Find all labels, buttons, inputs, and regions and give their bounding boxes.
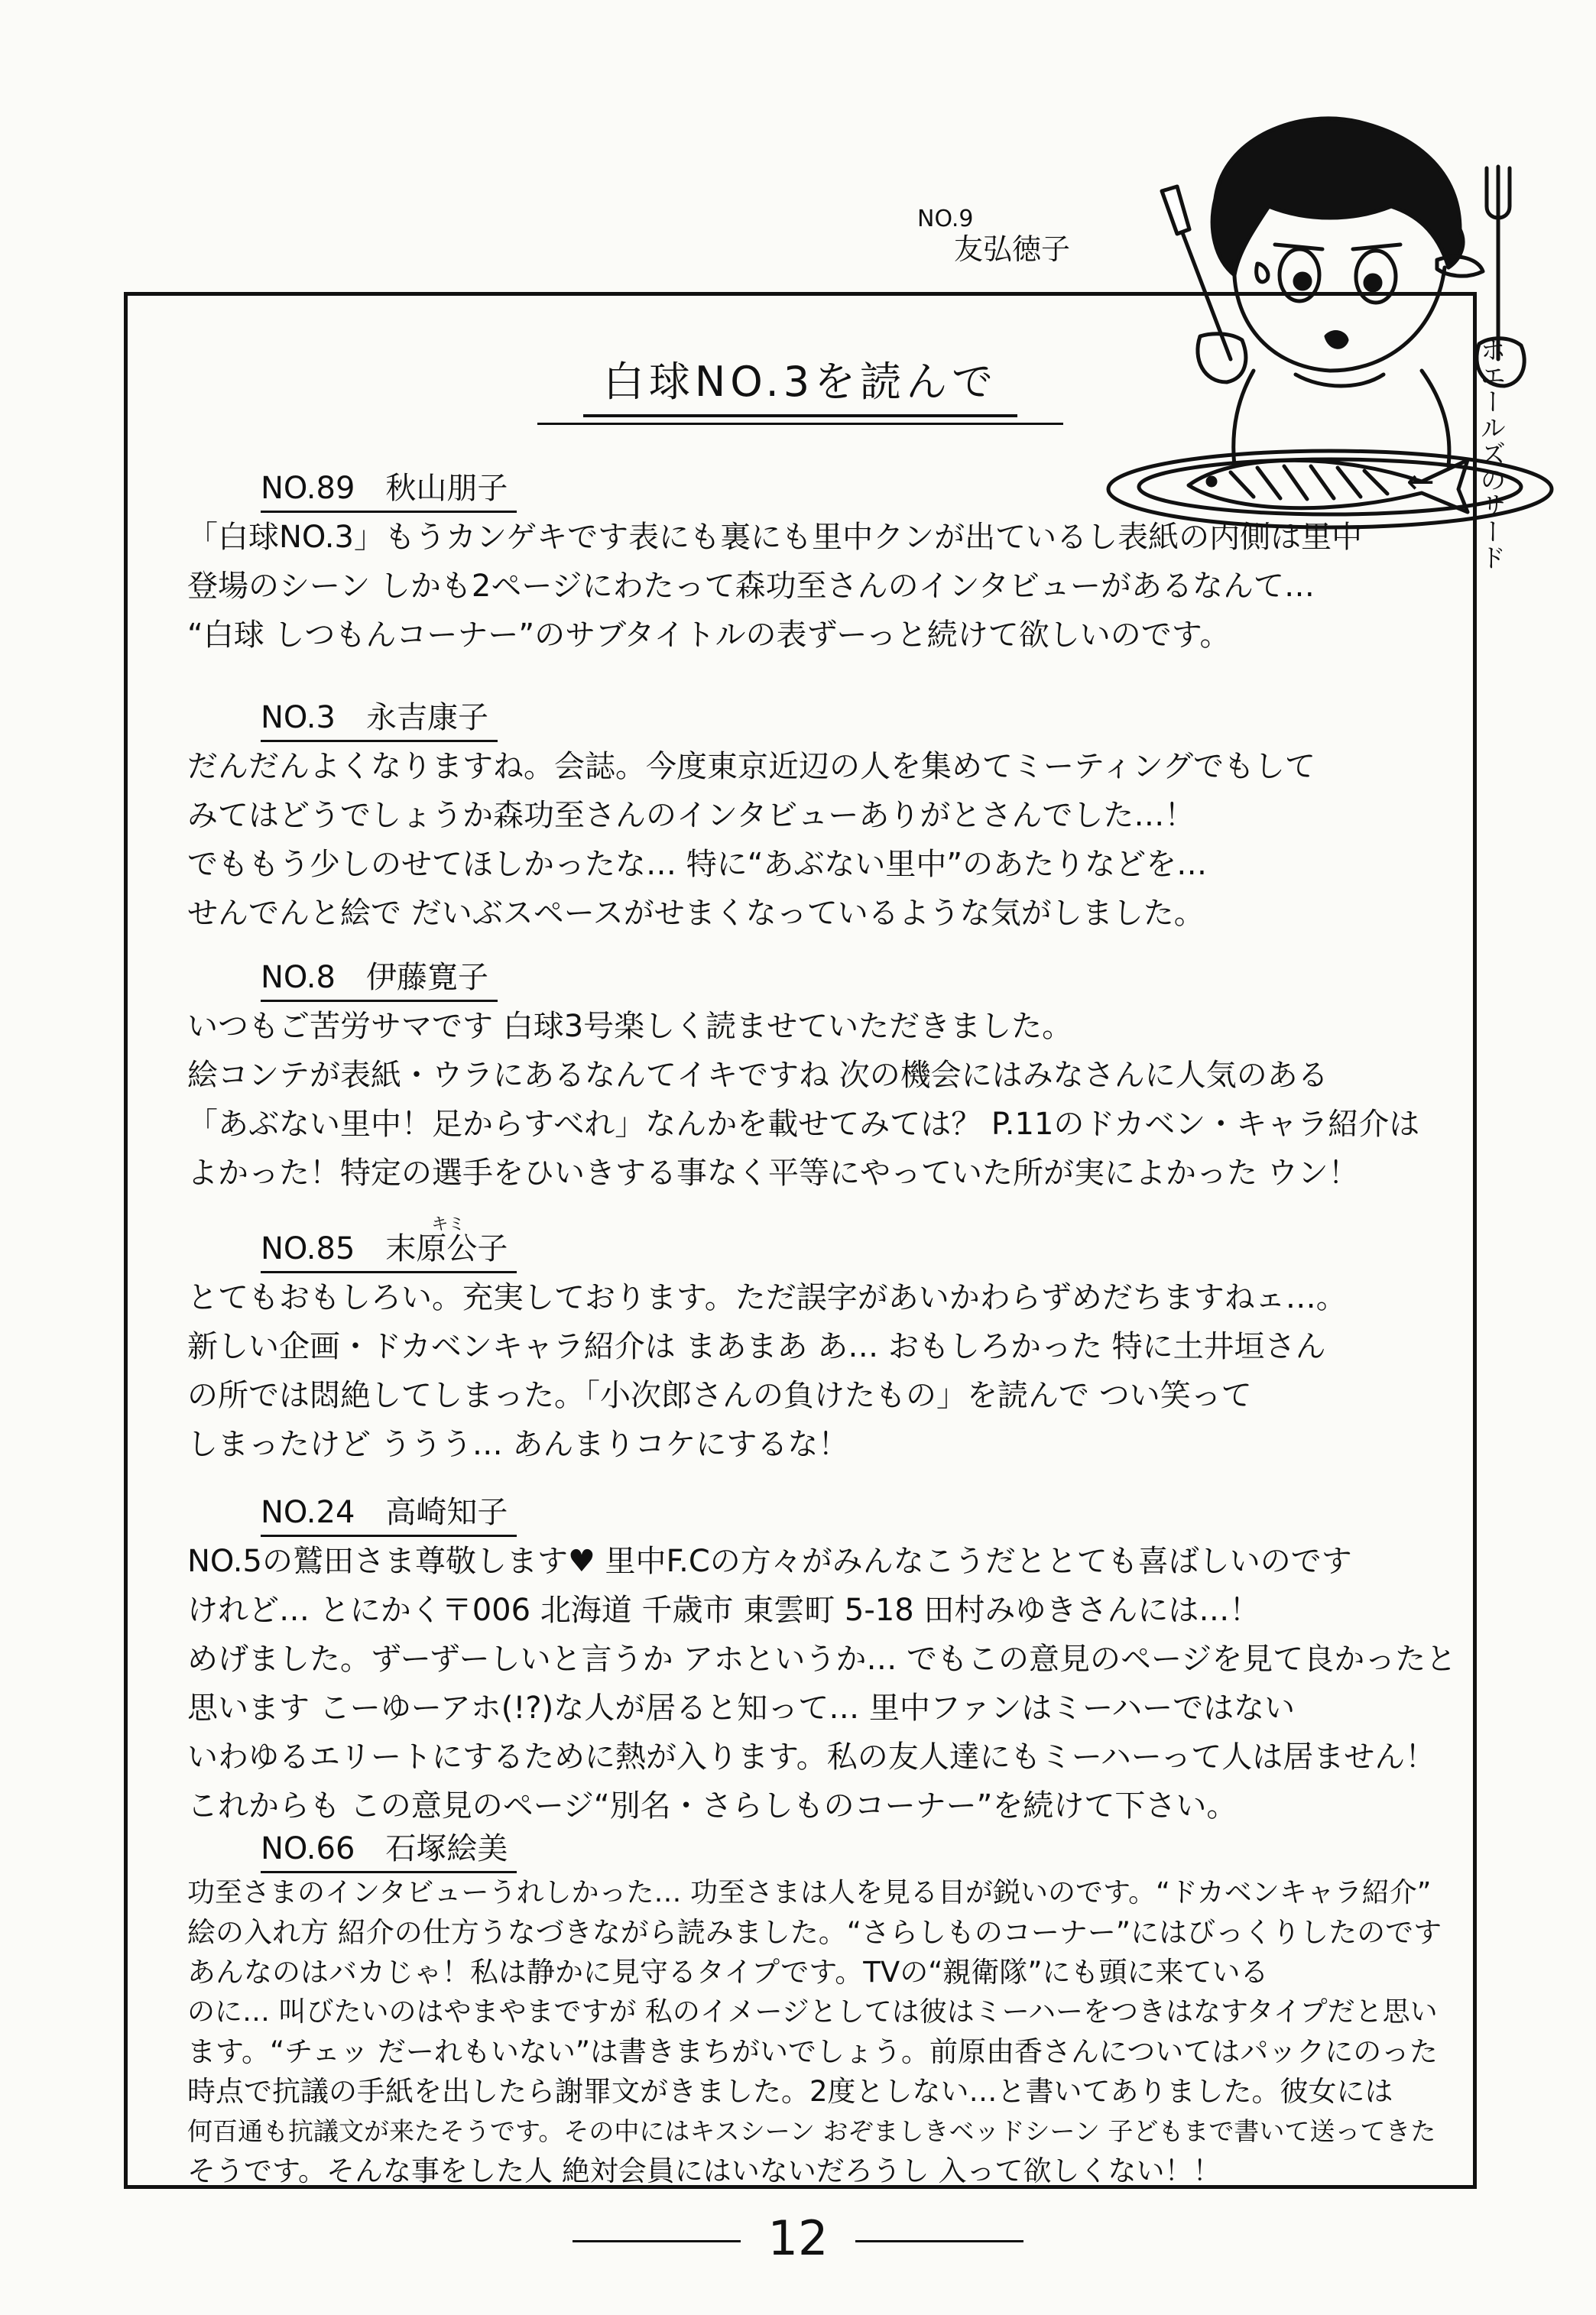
letter-line: 「白球NO.3」もうカンゲキです表にも裏にも里中クンが出ているし表紙の内側は里中 <box>187 520 1363 555</box>
page-number: 12 <box>767 2210 829 2266</box>
letter-entry <box>187 464 1456 660</box>
letter-header <box>261 1488 517 1537</box>
letter-line: みてはどうでしょうか森功至さんのインタビューありがとさんでした…！ <box>187 798 1195 833</box>
member-name: 永吉康子 <box>365 700 488 735</box>
letter-line: とてもおもしろい。充実しております。ただ誤字があいかわらずめだちますねェ…。 <box>187 1280 1347 1315</box>
member-name: 末原公子 <box>385 1231 508 1266</box>
letter-line: でももう少しのせてほしかったな… 特に“あぶない里中”のあたりなどを… <box>187 847 1208 882</box>
letter-line: のに… 叫びたいのはやまやまですが 私のイメージとしては彼はミーハーをつきはなすタイプだと思い <box>187 1996 1438 2028</box>
member-name: 高崎知子 <box>385 1495 508 1530</box>
letter-entry <box>187 1488 1456 1830</box>
member-name: 石塚絵美 <box>385 1831 508 1866</box>
letter-line: NO.5の鷲田さま尊敬します♥ 里中F.Cの方々がみんなこうだととても喜ばしいのです <box>187 1544 1352 1579</box>
letter-entry <box>187 693 1456 938</box>
letter-header <box>261 1824 517 1873</box>
letter-entry <box>187 1215 1456 1469</box>
member-number: NO.66 <box>261 1831 355 1866</box>
side-annotation: ホエールズのサード <box>1475 336 1506 570</box>
letter-line: “白球 しつもんコーナー”のサブタイトルの表ずーっと続けて欲しいのです。 <box>187 618 1231 653</box>
letter-header <box>261 464 517 513</box>
letter-line: あんなのはバカじゃ！私は静かに見守るタイプです。TVの“親衛隊”にも頭に来ている <box>187 1956 1269 1989</box>
letter-header <box>261 953 498 1002</box>
member-number: NO.8 <box>261 960 336 995</box>
letter-line: 思います こーゆーアホ(!?)な人が居ると知って… 里中ファンはミーハーではない <box>187 1691 1296 1726</box>
letter-line: 登場のシーン しかも2ページにわたって森功至さんのインタビューがあるなんて… <box>187 569 1315 604</box>
heading-wrap <box>128 349 1473 417</box>
letter-line: 新しい企画・ドカベンキャラ紹介は まあまあ あ… おもしろかった 特に土井垣さん <box>187 1329 1326 1364</box>
letter-line: だんだんよくなりますね。会誌。今度東京近辺の人を集めてミーティングでもして <box>187 749 1315 784</box>
member-name-wrap <box>385 1215 508 1266</box>
letter-line: せんでんと絵で だいぶスペースがせまくなっているような気がしました。 <box>187 896 1205 931</box>
credit-name: 友弘徳子 <box>954 232 1071 266</box>
letter-line: 何百通も抗議文が来たそうです。その中にはキスシーン おぞましきベッドシーン 子どもまで書いて送ってきた <box>187 2116 1436 2146</box>
left-arrow-icon: ← <box>1406 462 1435 501</box>
letter-line: 絵の入れ方 紹介の仕方うなづきながら読みました。“さらしものコーナー”にはびっくりしたのです <box>187 1916 1442 1949</box>
footer-rule-right <box>855 2240 1023 2242</box>
letter-line: いつもご苦労サマです 白球3号楽しく読ませていただきました。 <box>187 1009 1073 1044</box>
letter-line: よかった！特定の選手をひいきする事なく平等にやっていた所が実によかった ウン！ <box>187 1156 1359 1191</box>
letter-line: いわゆるエリートにするために熱が入ります。私の友人達にもミーハーって人は居ません！ <box>187 1739 1436 1775</box>
letter-line: 功至さまのインタビューうれしかった… 功至さまは人を見る目が鋭いのです。“ドカベンキャラ紹介” <box>187 1877 1432 1908</box>
letter-line: ます。“チェッ だーれもいない”は書きまちがいでしょう。前原由香さんについてはパックにのった <box>187 2035 1438 2068</box>
member-name: 秋山朋子 <box>385 471 508 506</box>
letters-box <box>124 292 1477 2189</box>
letter-header <box>261 1215 517 1273</box>
letter-line: めげました。ずーずーしいと言うか アホというか… でもこの意見のページを見て良かったと <box>187 1642 1457 1677</box>
member-number: NO.24 <box>261 1495 355 1530</box>
footer-rule-left <box>573 2240 741 2242</box>
name-reading: キミ <box>431 1215 466 1234</box>
member-name: 伊藤寛子 <box>365 960 488 995</box>
letter-line: 「あぶない里中！足からすべれ」なんかを載せてみては？ P.11のドカベン・キャラ紹介は <box>187 1107 1420 1142</box>
letter-header <box>261 693 498 742</box>
illustration-credit <box>917 206 1131 266</box>
letter-line: これからも この意見のページ“別名・さらしものコーナー”を続けて下さい。 <box>187 1788 1238 1824</box>
letter-line: しまったけど ううう… あんまりコケにするな！ <box>187 1427 849 1462</box>
letter-line: 絵コンテが表紙・ウラにあるなんてイキですね 次の機会にはみなさんに人気のある <box>187 1058 1328 1093</box>
letter-entry <box>187 953 1456 1198</box>
letter-line: 時点で抗議の手紙を出したら謝罪文がきました。2度としない…と書いてありました。彼女には <box>187 2075 1393 2108</box>
letter-line: そうです。そんな事をした人 絶対会員にはいないだろうし 入って欲しくない！！ <box>187 2155 1221 2187</box>
page-heading: 白球NO.3を読んで <box>583 349 1017 417</box>
member-number: NO.3 <box>261 700 336 735</box>
letter-line: の所では悶絶してしまった。「小次郎さんの負けたもの」を読んで つい笑って <box>187 1378 1252 1413</box>
member-number: NO.85 <box>261 1231 355 1266</box>
letter-line: けれど… とにかく〒006 北海道 千歳市 東雲町 5-18 田村みゆきさんには…！ <box>187 1593 1260 1628</box>
letter-entry <box>187 1824 1456 2191</box>
member-number: NO.89 <box>261 471 355 506</box>
credit-number: NO.9 <box>917 206 974 232</box>
page-number-footer <box>0 2210 1596 2266</box>
